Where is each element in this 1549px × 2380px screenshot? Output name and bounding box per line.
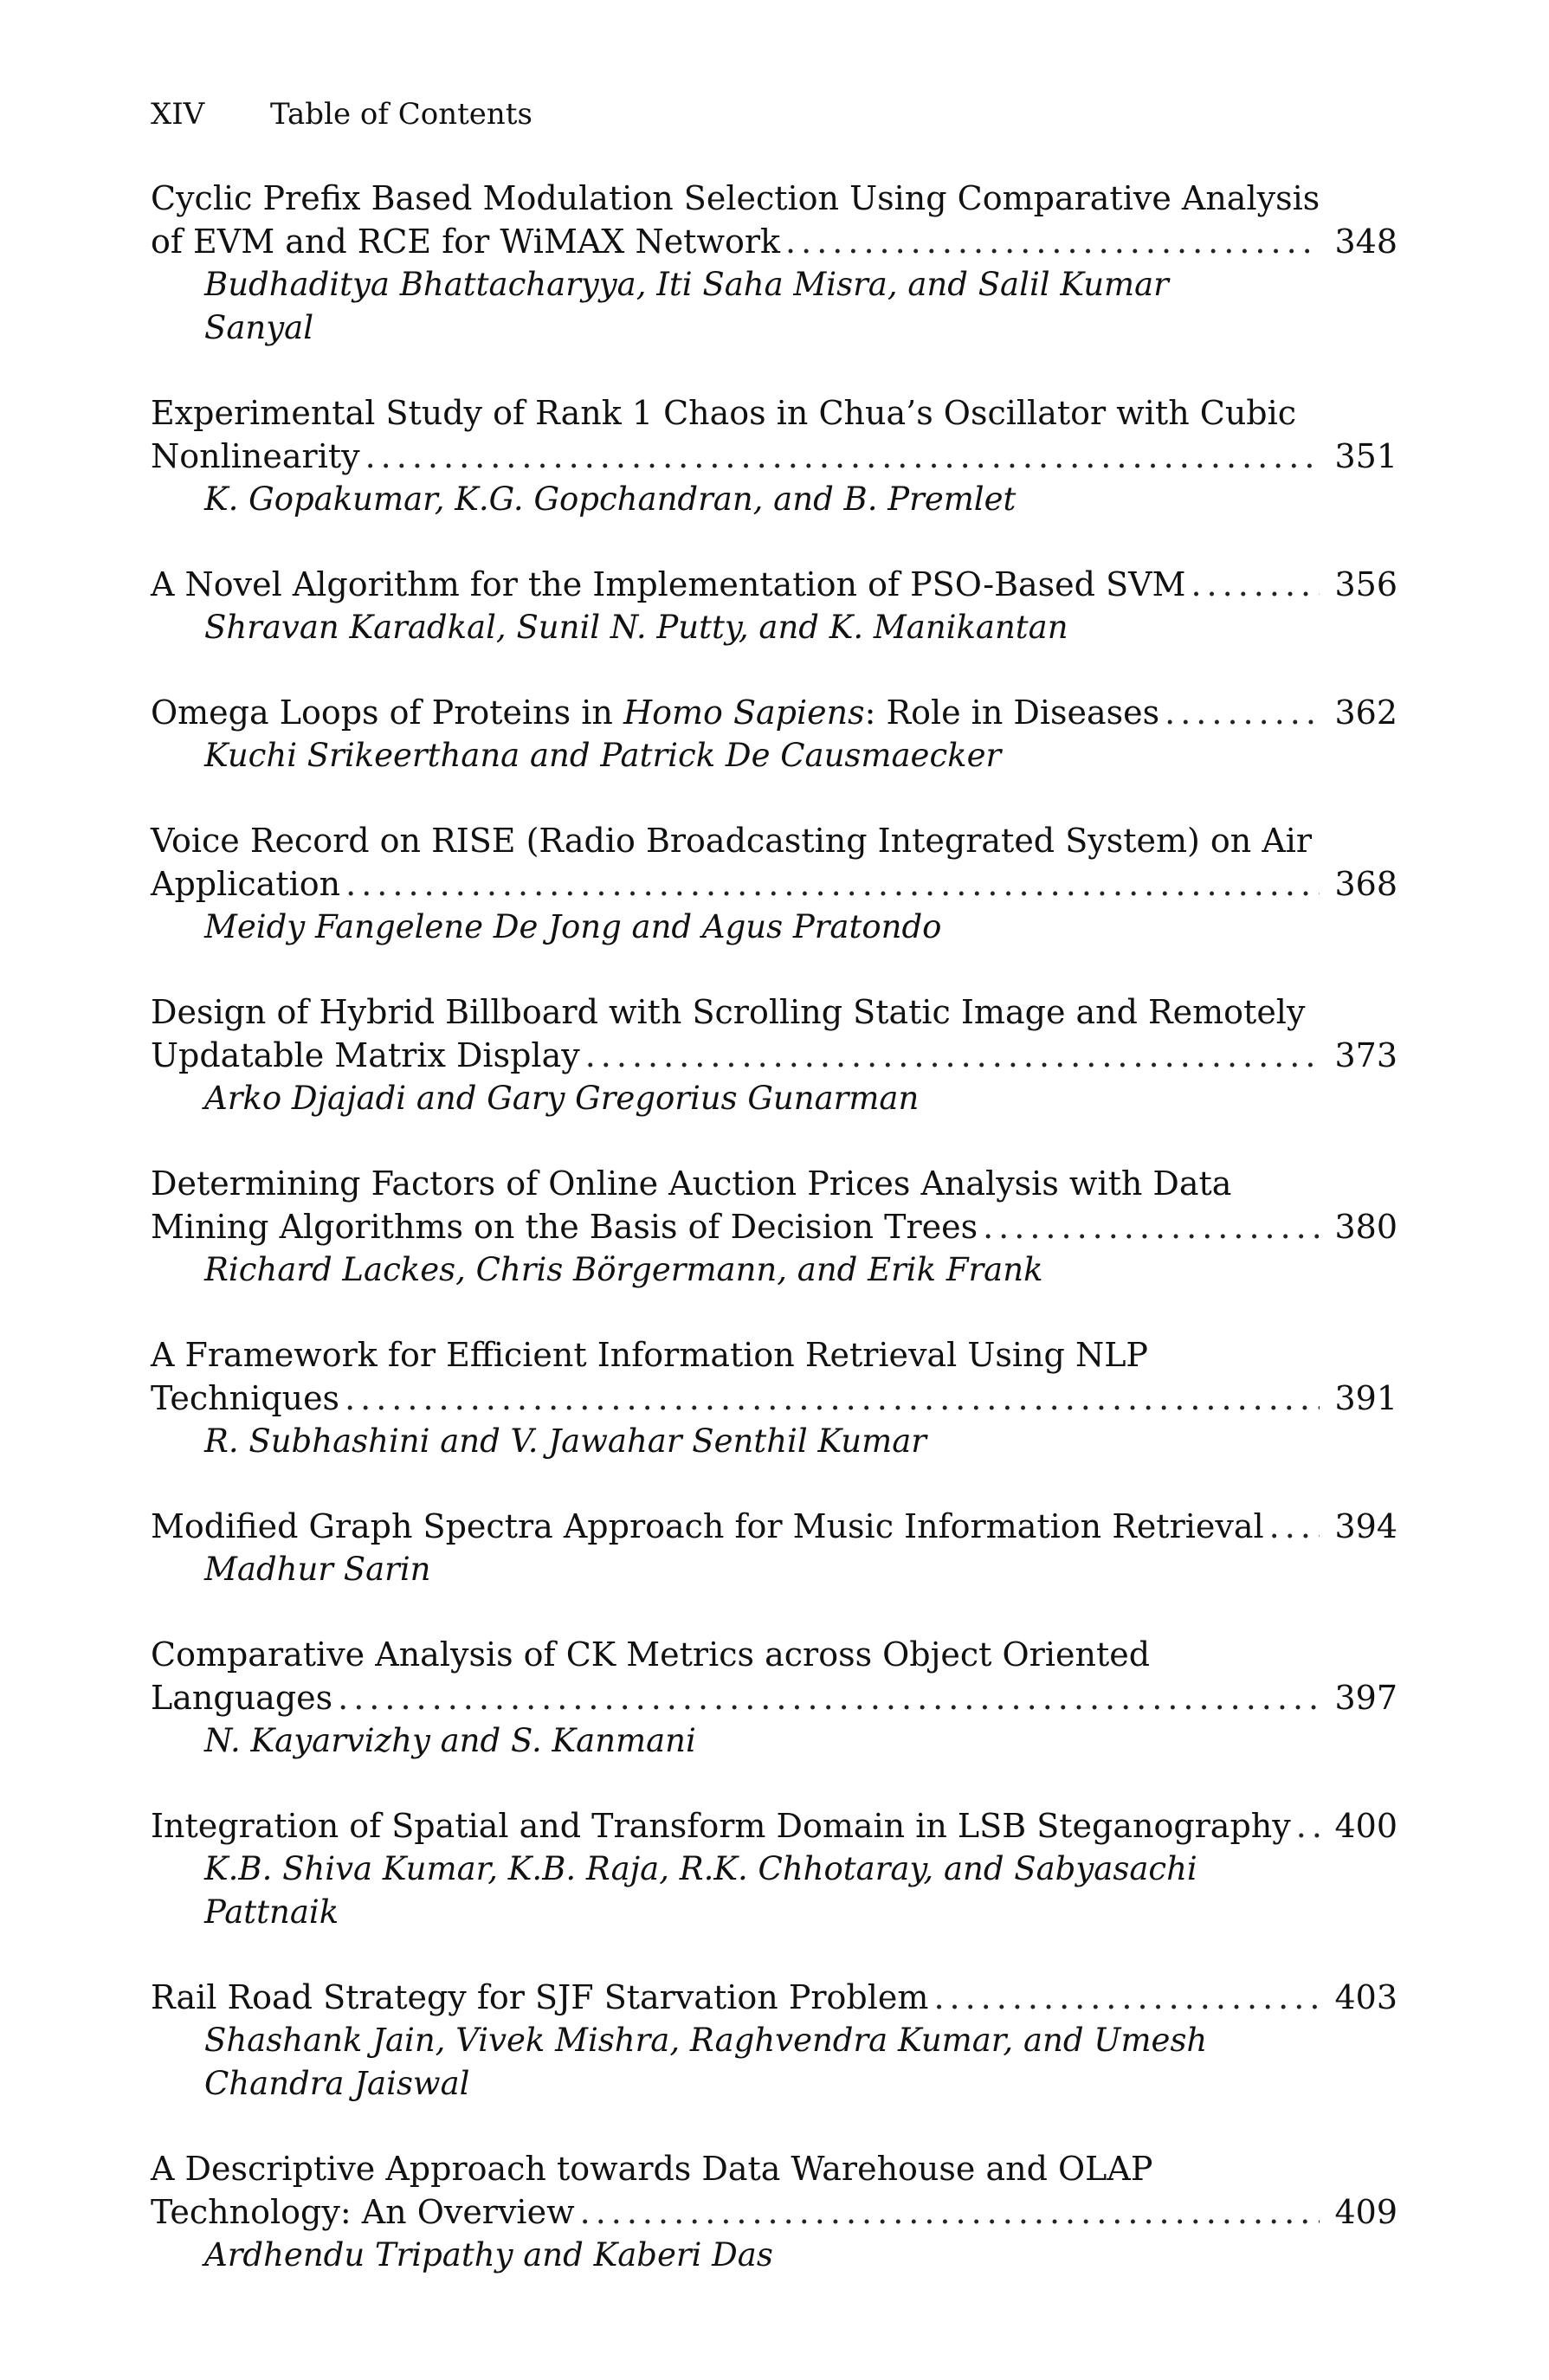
page-number: 397	[1334, 1679, 1397, 1717]
leader-dots	[933, 1976, 1320, 2019]
leader-dots	[580, 2190, 1320, 2234]
page-number: 409	[1334, 2193, 1397, 2231]
page-number: 391	[1334, 1379, 1397, 1417]
entry-title: Cyclic Prefix Based Modulation Selection Using Comparative Analysis of EVM and RCE for WiMAX Network ..... 348	[151, 177, 1397, 263]
entry-authors: K.B. Shiva Kumar, K.B. Raja, R.K. Chhotaray, and Sabyasachi Pattnaik	[204, 1850, 1197, 1931]
entry-title: Omega Loops of Proteins in Homo Sapiens: Role in Diseases ..... 362	[151, 691, 1397, 734]
entry-title: Rail Road Strategy for SJF Starvation Problem ..... 403	[151, 1976, 1397, 2019]
toc-entry[interactable]	[151, 391, 1397, 521]
page-folio: XIV	[151, 97, 205, 132]
entry-authors: Madhur Sarin	[204, 1551, 431, 1588]
page-number: 362	[1334, 693, 1397, 732]
entry-title: Design of Hybrid Billboard with Scrolling Static Image and Remotely Updatable Matrix Display ..... 373	[151, 990, 1397, 1077]
entry-title: A Descriptive Approach towards Data Warehouse and OLAP Technology: An Overview ..... 409	[151, 2147, 1397, 2234]
table-of-contents	[151, 177, 1397, 2277]
toc-entry[interactable]	[151, 990, 1397, 1120]
toc-entry[interactable]	[151, 1976, 1397, 2106]
page-number: 403	[1334, 1978, 1397, 2016]
toc-entry[interactable]	[151, 691, 1397, 777]
page-number: 351	[1334, 437, 1397, 475]
leader-dots	[585, 1034, 1320, 1077]
entry-authors: Kuchi Srikeerthana and Patrick De Causmaecker	[204, 737, 1002, 774]
entry-title: Comparative Analysis of CK Metrics across Object Oriented Languages ..... 397	[151, 1633, 1397, 1719]
page-number: 348	[1334, 223, 1397, 261]
entry-title: Integration of Spatial and Transform Domain in LSB Steganography ..... 400	[151, 1804, 1397, 1848]
entry-title: Experimental Study of Rank 1 Chaos in Chua’s Oscillator with Cubic Nonlinearity ..... 351	[151, 391, 1397, 478]
leader-dots	[365, 435, 1320, 478]
leader-dots	[1296, 1804, 1320, 1848]
entry-authors: Arko Djajadi and Gary Gregorius Gunarman	[204, 1080, 920, 1117]
entry-title: Modified Graph Spectra Approach for Music Information Retrieval ..... 394	[151, 1505, 1397, 1548]
running-head	[151, 87, 1397, 142]
leader-dots	[785, 220, 1320, 263]
entry-title: Determining Factors of Online Auction Prices Analysis with Data Mining Algorithms on the Basis of Decision Trees ..... 380	[151, 1162, 1397, 1248]
toc-entry[interactable]	[151, 563, 1397, 649]
leader-dots	[1269, 1505, 1320, 1548]
entry-title: Voice Record on RISE (Radio Broadcasting Integrated System) on Air Application ..... 368	[151, 819, 1397, 906]
entry-authors: R. Subhashini and V. Jawahar Senthil Kumar	[204, 1422, 926, 1460]
entry-authors: Meidy Fangelene De Jong and Agus Pratondo	[204, 908, 942, 945]
entry-authors: Shashank Jain, Vivek Mishra, Raghvendra Kumar, and Umesh Chandra Jaiswal	[204, 2022, 1208, 2102]
page-number: 373	[1334, 1036, 1397, 1074]
leader-dots	[345, 862, 1320, 906]
document-page	[151, 87, 1397, 2319]
page-number: 400	[1334, 1807, 1397, 1845]
toc-entry[interactable]	[151, 1333, 1397, 1463]
leader-dots	[345, 1377, 1320, 1420]
entry-title: A Novel Algorithm for the Implementation of PSO-Based SVM ..... 356	[151, 563, 1397, 606]
toc-entry[interactable]	[151, 177, 1397, 350]
toc-entry[interactable]	[151, 1804, 1397, 1934]
entry-authors: N. Kayarvizhy and S. Kanmani	[204, 1722, 696, 1759]
entry-authors: Ardhendu Tripathy and Kaberi Das	[204, 2236, 773, 2274]
page-number: 394	[1334, 1507, 1397, 1545]
page-number: 380	[1334, 1208, 1397, 1246]
entry-authors: K. Gopakumar, K.G. Gopchandran, and B. Premlet	[204, 481, 1017, 518]
entry-authors: Budhaditya Bhattacharyya, Iti Saha Misra, and Salil Kumar Sanyal	[204, 266, 1169, 346]
leader-dots	[983, 1205, 1320, 1248]
page-number: 368	[1334, 865, 1397, 903]
leader-dots	[1165, 691, 1320, 734]
toc-entry[interactable]	[151, 2147, 1397, 2277]
page-number: 356	[1334, 565, 1397, 603]
toc-entry[interactable]	[151, 819, 1397, 949]
entry-authors: Shravan Karadkal, Sunil N. Putty, and K. Manikantan	[204, 609, 1068, 646]
leader-dots	[1191, 563, 1320, 606]
toc-entry[interactable]	[151, 1505, 1397, 1591]
species-name: Homo Sapiens	[623, 693, 865, 732]
running-head-title: Table of Contents	[270, 97, 532, 132]
entry-authors: Richard Lackes, Chris Börgermann, and Erik Frank	[204, 1251, 1043, 1288]
toc-entry[interactable]	[151, 1162, 1397, 1292]
toc-entry[interactable]	[151, 1633, 1397, 1763]
leader-dots	[338, 1676, 1320, 1719]
entry-title: A Framework for Efficient Information Retrieval Using NLP Techniques ..... 391	[151, 1333, 1397, 1420]
